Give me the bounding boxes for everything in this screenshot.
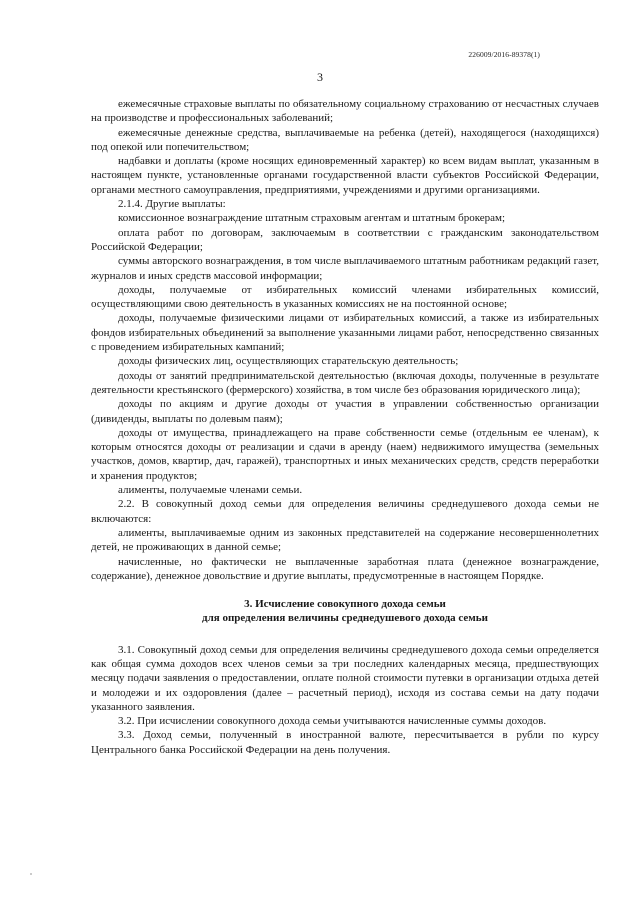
paragraph: оплата работ по договорам, заключаемым в соответствии с гражданским законодательством Российской Федерации; — [91, 226, 599, 253]
paragraph: алименты, получаемые членами семьи. — [118, 484, 303, 497]
paragraph: доходы, получаемые физическими лицами от избирательных комиссий, а также из избирательных фондов избирательных объединений за выполнение указанными лицами работ, непосредственно связанных с проведением избирательных кампаний; — [91, 312, 599, 354]
paragraph: доходы от имущества, принадлежащего на праве собственности семье (отдельным ее членам), к которым относятся доходы от реализации и сдачи в аренду (наем) недвижимого имущества (земельных участков, домов, квартир, дач, гаражей), транспортных и иных механических средств, средств переработки и хранения продуктов; — [91, 426, 599, 482]
paragraph: начисленные, но фактически не выплаченные заработная плата (денежное вознаграждение, содержание), денежное довольствие и другие выплаты, предусмотренные в настоящем Порядке. — [91, 555, 599, 582]
section-heading-line-2: для определения величины среднедушевого дохода семьи — [202, 612, 488, 625]
subsection-heading: 2.1.4. Другие выплаты: — [118, 198, 226, 211]
paragraph: ежемесячные денежные средства, выплачиваемые на ребенка (детей), находящегося (находящихся) под опекой или попечительством; — [91, 126, 599, 153]
paragraph: доходы от занятий предпринимательской деятельностью (включая доходы, полученные в результате деятельности крестьянского (фермерского) хозяйства, в том числе без образования юридического лица); — [91, 369, 599, 396]
document-id: 226009/2016-89378(1) — [468, 50, 540, 59]
scan-speck — [30, 873, 32, 875]
paragraph: 3.2. При исчислении совокупного дохода семьи учитываются начисленные суммы доходов. — [118, 715, 547, 728]
paragraph: доходы по акциям и другие доходы от участия в управлении собственностью организации (дивиденды, выплаты по долевым паям); — [91, 398, 599, 425]
paragraph: ежемесячные страховые выплаты по обязательному социальному страхованию от несчастных случаев на производстве и профессиональных заболеваний; — [91, 98, 599, 125]
paragraph: комиссионное вознаграждение штатным страховым агентам и штатным брокерам; — [118, 212, 506, 225]
document-body — [91, 97, 599, 757]
paragraph: 2.2. В совокупный доход семьи для определения величины среднедушевого дохода семьи не включаются: — [91, 498, 599, 525]
section-heading-line-1: 3. Исчисление совокупного дохода семьи — [244, 598, 446, 611]
paragraph: доходы физических лиц, осуществляющих старательскую деятельность; — [118, 355, 459, 368]
section-heading — [91, 597, 599, 626]
page-number: 3 — [317, 70, 323, 84]
paragraph: 3.1. Совокупный доход семьи для определения величины среднедушевого дохода семьи определяется как общая сумма доходов всех членов семьи за три последних календарных месяца, предшествующих месяцу подачи заявления о предоставлении, оплате полной стоимости путевки в организации отдыха детей и молодежи и их оздоровления (далее – расчетный период), исходя из состава семьи на дату подачи указанного заявления. — [91, 643, 599, 713]
paragraph: суммы авторского вознаграждения, в том числе выплачиваемого штатным работникам редакций газет, журналов и иных средств массовой информации; — [91, 255, 599, 282]
paragraph: доходы, получаемые от избирательных комиссий членами избирательных комиссий, осуществляющими свою деятельность в указанных комиссиях не на постоянной основе; — [91, 283, 599, 311]
paragraph: 3.3. Доход семьи, полученный в иностранной валюте, пересчитывается в рубли по курсу Центрального банка Российской Федерации на день получения. — [91, 729, 599, 756]
paragraph: алименты, выплачиваемые одним из законных представителей на содержание несовершеннолетних детей, не проживающих в данной семье; — [91, 526, 599, 554]
paragraph: надбавки и доплаты (кроме носящих единовременный характер) ко всем видам выплат, указанным в настоящем пункте, установленные органами государственной власти субъектов Российской Федерации, органами местного самоуправления, предприятиями, учреждениями и другими организациями. — [91, 155, 599, 196]
